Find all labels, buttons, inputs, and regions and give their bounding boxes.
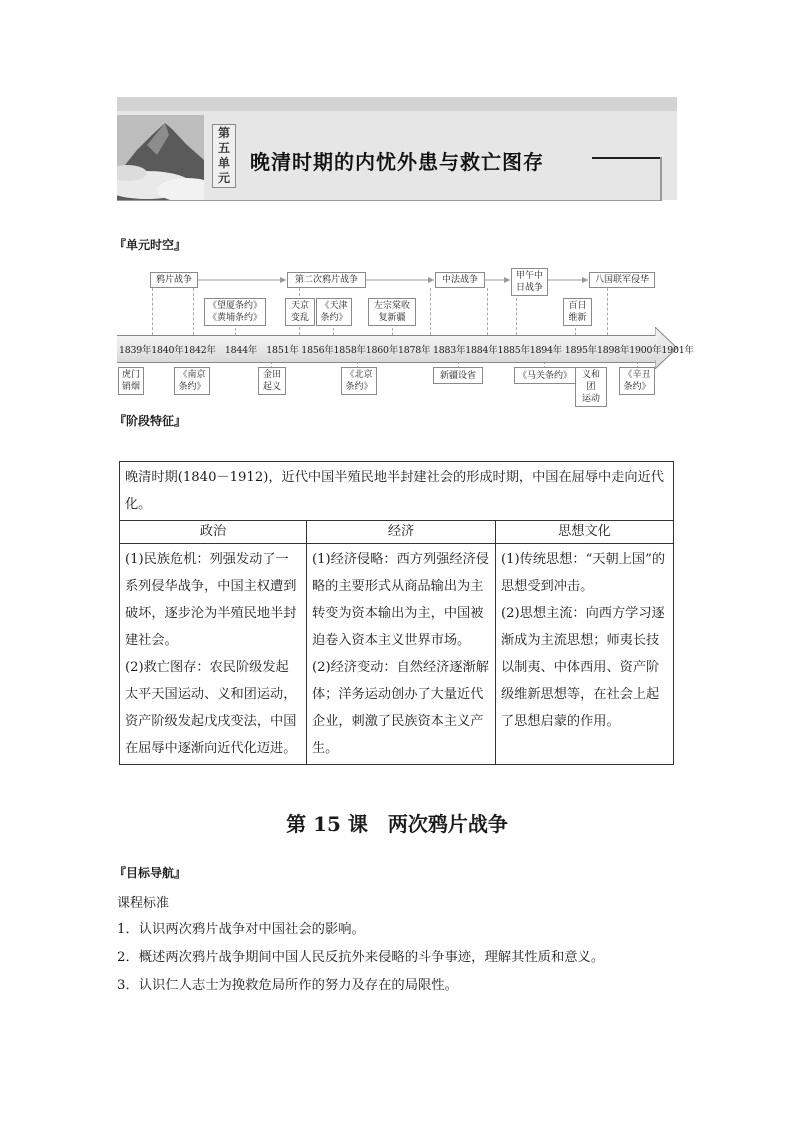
stage-features-table [119,461,674,765]
treaty-shimonoseki: 《马关条约》 [514,367,576,384]
timeline-years: 1839年1840年1842年 1844年 1851年 1856年1858年1860年1878年 1883年1884年1885年1894年 1895年1898年1900年1901年 [119,345,694,356]
treaty-beijing: 《北京 条约》 [341,367,377,395]
standard-item: 3．认识仁人志士为挽救危局所作的努力及存在的局限性。 [117,978,458,993]
unit-char: 元 [217,171,230,185]
table-header-economy: 经济 [307,521,496,544]
unit-char: 五 [217,141,230,155]
table-cell-thought: (1)传统思想：“天朝上国”的思想受到冲击。 (2)思想主流：向西方学习逐渐成为主流思想；师夷长技以制夷、中体西用、资产阶级维新思想等，在社会上起了思想启蒙的作用。 [496,544,674,765]
event-sino-japanese-war: 甲午中日战争 [511,268,548,296]
event-jintian-uprising: 金田 起义 [258,367,286,395]
features-heading: 『阶段特征』 [114,414,187,428]
treaty-tianjin: 《天津 条约》 [316,298,352,326]
treaty-wanghia-whampoa: 《望厦条约》 《黄埔条约》 [204,298,266,326]
unit-char: 单 [217,156,230,170]
event-eight-nation-alliance: 八国联军侵华 [589,272,655,288]
event-sino-french-war: 中法战争 [435,272,485,288]
treaty-nanjing: 《南京 条约》 [174,367,210,395]
timeline-heading: 『单元时空』 [114,238,187,252]
event-opium-war: 鸦片战争 [150,272,198,288]
standard-item: 1．认识两次鸦片战争对中国社会的影响。 [117,922,365,937]
course-standard-label: 课程标准 [117,896,170,911]
table-cell-economy: (1)经济侵略：西方列强经济侵略的主要形式从商品输出为主转变为资本输出为主，中国被迫卷入资本主义世界市场。 (2)经济变动：自然经济逐渐解体；洋务运动创办了大量近代企业，刺激了民族资本主义产生。 [307,544,496,765]
table-header-politics: 政治 [120,521,307,544]
timeline [0,0,794,420]
event-humen-opium-destruction: 虎门 销烟 [118,367,144,395]
treaty-boxer-protocol: 《辛丑 条约》 [619,367,655,395]
event-recover-xinjiang: 左宗棠收 复新疆 [368,298,416,326]
table-header-thought: 思想文化 [496,521,674,544]
table-cell-politics: (1)民族危机：列强发动了一系列侵华战争，中国主权遭到破坏，逐步沦为半殖民地半封建社会。 (2)救亡图存：农民阶级发起太平天国运动、义和团运动，资产阶级发起戊戌变法，中国在屈辱中逐渐向近代化迈进。 [120,544,307,765]
goals-heading: 『目标导航』 [114,866,187,880]
event-tianjing-incident: 天京 变乱 [285,298,315,326]
lesson-title: 第 15 课 两次鸦片战争 [286,812,508,836]
event-second-opium-war: 第二次鸦片战争 [287,272,366,288]
event-xinjiang-province: 新疆设省 [433,367,483,384]
unit-title: 晚清时期的内忧外患与救亡图存 [250,150,544,174]
table-intro: 晚清时期(1840－1912)，近代中国半殖民地半封建社会的形成时期，中国在屈辱中走向近代化。 [120,462,674,521]
event-boxer-movement: 义和团 运动 [575,367,607,407]
unit-char: 第 [217,126,230,140]
standard-item: 2．概述两次鸦片战争期间中国人民反抗外来侵略的斗争事迹，理解其性质和意义。 [117,950,605,965]
event-hundred-days-reform: 百日 维新 [563,298,592,326]
